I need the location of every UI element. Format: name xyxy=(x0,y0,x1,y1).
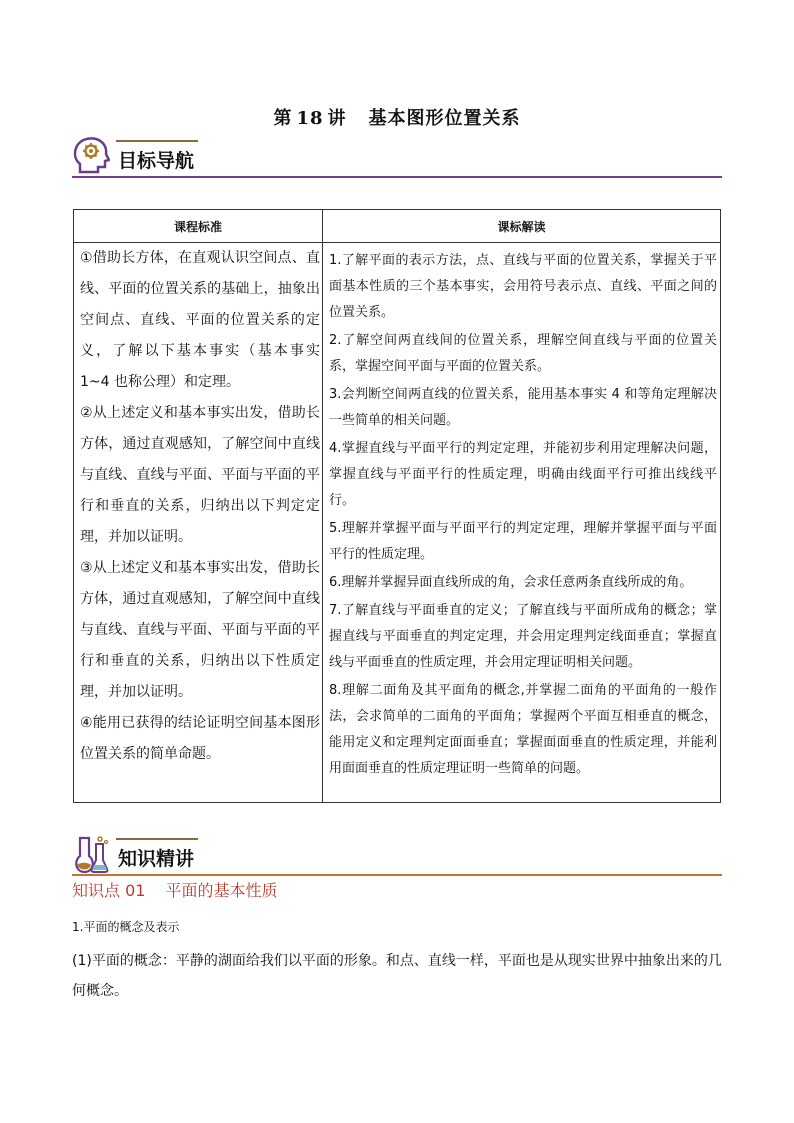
standard-item: ③从上述定义和基本事实出发，借助长方体，通过直观感知，了解空间中直线与直线、直线与平面、平面与平面的平行和垂直的关系，归纳出以下性质定理，并加以证明。 xyxy=(80,560,320,700)
section-divider xyxy=(72,874,722,876)
curriculum-table xyxy=(73,209,721,803)
standard-column xyxy=(80,243,320,770)
section-title: 目标导航 xyxy=(118,150,195,172)
header-accent-line xyxy=(116,838,198,840)
body-paragraph: (1)平面的概念：平静的湖面给我们以平面的形象。和点、直线一样，平面也是从现实世界中抽象出来的几何概念。 xyxy=(72,953,722,999)
table-header-interpretation: 课标解读 xyxy=(497,220,546,234)
lecture-title xyxy=(0,104,794,130)
title-topic: 基本图形位置关系 xyxy=(368,108,521,129)
section-header-knowledge xyxy=(72,832,722,878)
standard-item: ①借助长方体，在直观认识空间点、直线、平面的位置关系的基础上，抽象出空间点、直线、平面的位置关系的定义，了解以下基本事实（基本事实 1~4 也称公理）和定理。 xyxy=(80,250,320,390)
section-title: 知识精讲 xyxy=(118,848,195,870)
standard-item: ④能用已获得的结论证明空间基本图形位置关系的简单命题。 xyxy=(80,715,320,762)
standard-item: ②从上述定义和基本事实出发，借助长方体，通过直观感知，了解空间中直线与直线、直线与平面、平面与平面的平行和垂直的关系，归纳出以下判定定理，并加以证明。 xyxy=(80,405,320,545)
header-accent-line xyxy=(116,140,198,142)
title-suffix: 讲 xyxy=(327,108,347,129)
interpretation-item: 7.了解直线与平面垂直的定义；了解直线与平面所成角的概念；掌握直线与平面垂直的判定定理，并会用定理判定线面垂直；掌握直线与平面垂直的性质定理，并会用定理证明相关问题。 xyxy=(329,603,717,670)
interpretation-item: 6.理解并掌握异面直线所成的角，会求任意两条直线所成的角。 xyxy=(329,575,693,590)
interpretation-item: 4.掌握直线与平面平行的判定定理，并能初步利用定理解决问题，掌握直线与平面平行的性质定理，明确由线面平行可推出线线平行。 xyxy=(329,441,717,508)
column-divider xyxy=(322,210,323,802)
interpretation-item: 8.理解二面角及其平面角的概念,并掌握二面角的平面角的一般作法，会求简单的二面角的平面角；掌握两个平面互相垂直的概念，能用定义和定理判定面面垂直；掌握面面垂直的性质定理，并能利用面面垂直的性质定理证明一些简单的问题。 xyxy=(329,683,717,776)
interpretation-item: 5.理解并掌握平面与平面平行的判定定理，理解并掌握平面与平面平行的性质定理。 xyxy=(329,521,717,562)
title-number: 18 xyxy=(296,108,324,129)
knowledge-point-title: 平面的基本性质 xyxy=(165,881,278,900)
flask-icon xyxy=(72,834,110,874)
interpretation-item: 2.了解空间两直线间的位置关系，理解空间直线与平面的位置关系，掌握空间平面与平面的位置关系。 xyxy=(329,333,717,374)
knowledge-point-number: 知识点 01 xyxy=(72,881,146,900)
interpretation-item: 3.会判断空间两直线的位置关系，能用基本事实 4 和等角定理解决一些简单的相关问题。 xyxy=(329,387,717,428)
section-divider xyxy=(72,176,722,178)
interpretation-column xyxy=(329,248,717,784)
subsection-heading: 1.平面的概念及表示 xyxy=(72,920,180,934)
head-gear-icon xyxy=(72,136,110,176)
section-header-goals xyxy=(72,134,722,180)
interpretation-item: 1.了解平面的表示方法，点、直线与平面的位置关系，掌握关于平面基本性质的三个基本事实，会用符号表示点、直线、平面之间的位置关系。 xyxy=(329,253,717,320)
knowledge-point-heading xyxy=(72,878,277,901)
title-prefix: 第 xyxy=(273,108,293,129)
table-header-standard: 课程标准 xyxy=(173,220,222,234)
